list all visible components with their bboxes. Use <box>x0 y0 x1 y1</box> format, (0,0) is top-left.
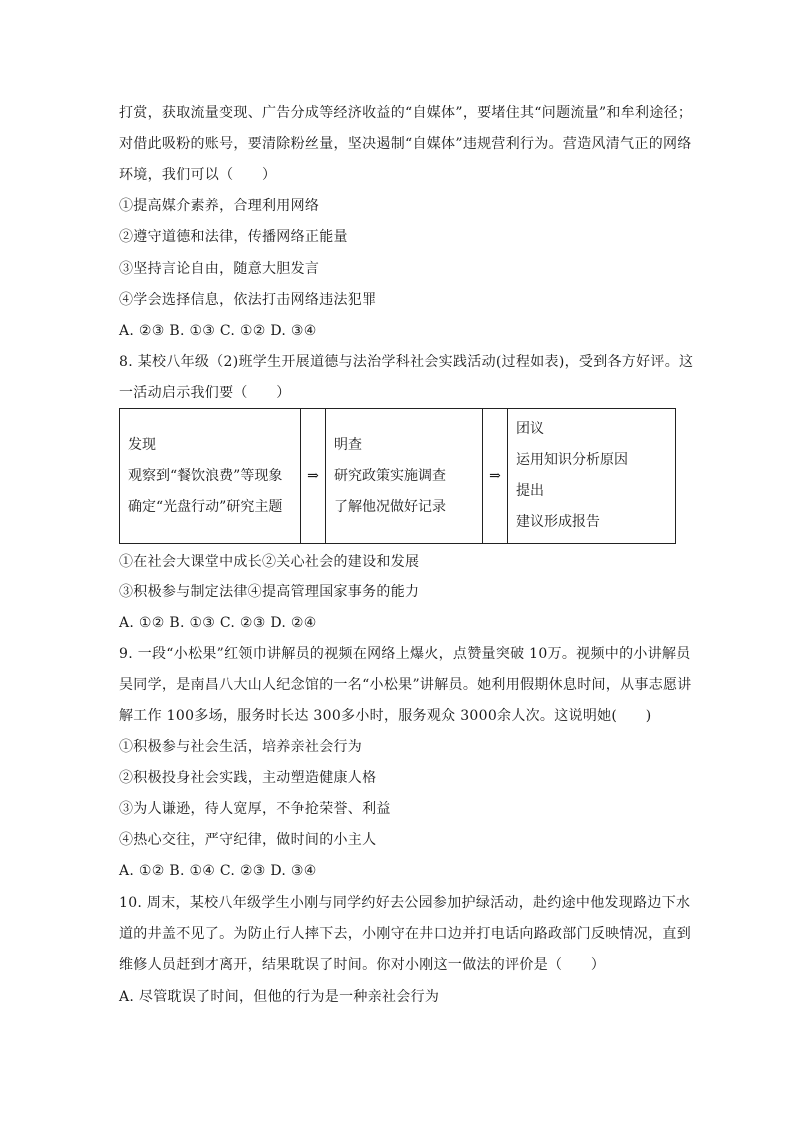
q9-option-1: ①积极参与社会生活，培养亲社会行为 <box>119 739 363 755</box>
q8-choices: A. ①② B. ①③ C. ②③ D. ②④ <box>119 615 317 631</box>
q7-option-4: ④学会选择信息，依法打击网络违法犯罪 <box>119 292 377 308</box>
q9-option-2: ②积极投身社会实践，主动塑造健康人格 <box>119 770 377 786</box>
q9-option-4: ④热心交往，严守纪律，做时间的小主人 <box>119 832 377 848</box>
cell-text: 观察到“餐饮浪费”等现象 <box>128 467 283 484</box>
q7-option-3: ③坚持言论自由，随意大胆发言 <box>119 261 320 277</box>
table-cell-discuss <box>508 409 676 544</box>
cell-text: 运用知识分析原因 <box>516 452 628 468</box>
q7-choices: A. ②③ B. ①③ C. ①② D. ③④ <box>119 323 317 339</box>
cell-text: 提出 <box>516 483 544 499</box>
q7-stem-line-1: 打赏，获取流量变现、广告分成等经济收益的“自媒体”，要堵住其“问题流量”和牟利途径； <box>119 105 693 121</box>
cell-text: 了解他况做好记录 <box>334 498 446 515</box>
q9-choices: A. ①② B. ①④ C. ②③ D. ③④ <box>119 863 317 879</box>
cell-heading: 明查 <box>334 436 362 453</box>
q7-option-2: ②遵守道德和法律，传播网络正能量 <box>119 229 348 245</box>
q9-stem-line-3: 解工作 100多场，服务时长达 300多小时，服务观众 3000余人次。这说明她( ) <box>119 708 652 724</box>
q9-option-3: ③为人谦逊，待人宽厚，不争抢荣誉、利益 <box>119 801 391 817</box>
q9-stem-line-1: 9. 一段“小松果”红领巾讲解员的视频在网络上爆火，点赞量突破 10万。视频中的小讲解员 <box>119 646 691 662</box>
q7-option-1: ①提高媒介素养，合理利用网络 <box>119 198 320 214</box>
arrow-cell <box>301 409 326 544</box>
cell-text: 确定“光盘行动”研究主题 <box>128 498 283 515</box>
q8-process-table <box>119 408 676 544</box>
arrow-cell <box>483 409 508 544</box>
q10-stem-line-2: 道的井盖不见了。为防止行人摔下去，小刚守在井口边并打电话向路政部门反映情况，直到 <box>119 926 691 942</box>
right-double-arrow-icon: ⇒ <box>307 468 319 484</box>
table-cell-investigate <box>326 409 483 544</box>
q8-option-line-2: ③积极参与制定法律④提高管理国家事务的能力 <box>119 584 420 600</box>
cell-text: 研究政策实施调查 <box>334 467 446 484</box>
right-double-arrow-icon: ⇒ <box>489 468 501 484</box>
q9-stem-line-2: 吴同学，是南昌八大山人纪念馆的一名“小松果”讲解员。她利用假期休息时间，从事志愿讲 <box>119 677 692 693</box>
q7-stem-line-2: 对借此吸粉的账号，要清除粉丝量，坚决遏制“自媒体”违规营利行为。营造风清气正的网络 <box>119 136 692 152</box>
cell-heading: 团议 <box>516 421 544 437</box>
cell-heading: 发现 <box>128 436 156 453</box>
q8-stem-line-2: 一活动启示我们要（ ） <box>119 385 291 401</box>
q10-stem-line-1: 10. 周末，某校八年级学生小刚与同学约好去公园参加护绿活动，赴约途中他发现路边下水 <box>119 895 691 911</box>
q10-stem-line-3: 维修人员赶到才离开，结果耽误了时间。你对小刚这一做法的评价是（ ） <box>119 957 606 973</box>
q7-stem-line-3: 环境，我们可以（ ） <box>119 167 277 183</box>
q10-option-a: A. 尽管耽误了时间，但他的行为是一种亲社会行为 <box>119 989 440 1005</box>
cell-text: 建议形成报告 <box>516 514 600 530</box>
q8-option-line-1: ①在社会大课堂中成长②关心社会的建设和发展 <box>119 554 420 570</box>
q8-stem-line-1: 8. 某校八年级（2)班学生开展道德与法治学科社会实践活动(过程如表)，受到各方好评。这 <box>119 354 694 370</box>
table-cell-discover <box>120 409 301 544</box>
